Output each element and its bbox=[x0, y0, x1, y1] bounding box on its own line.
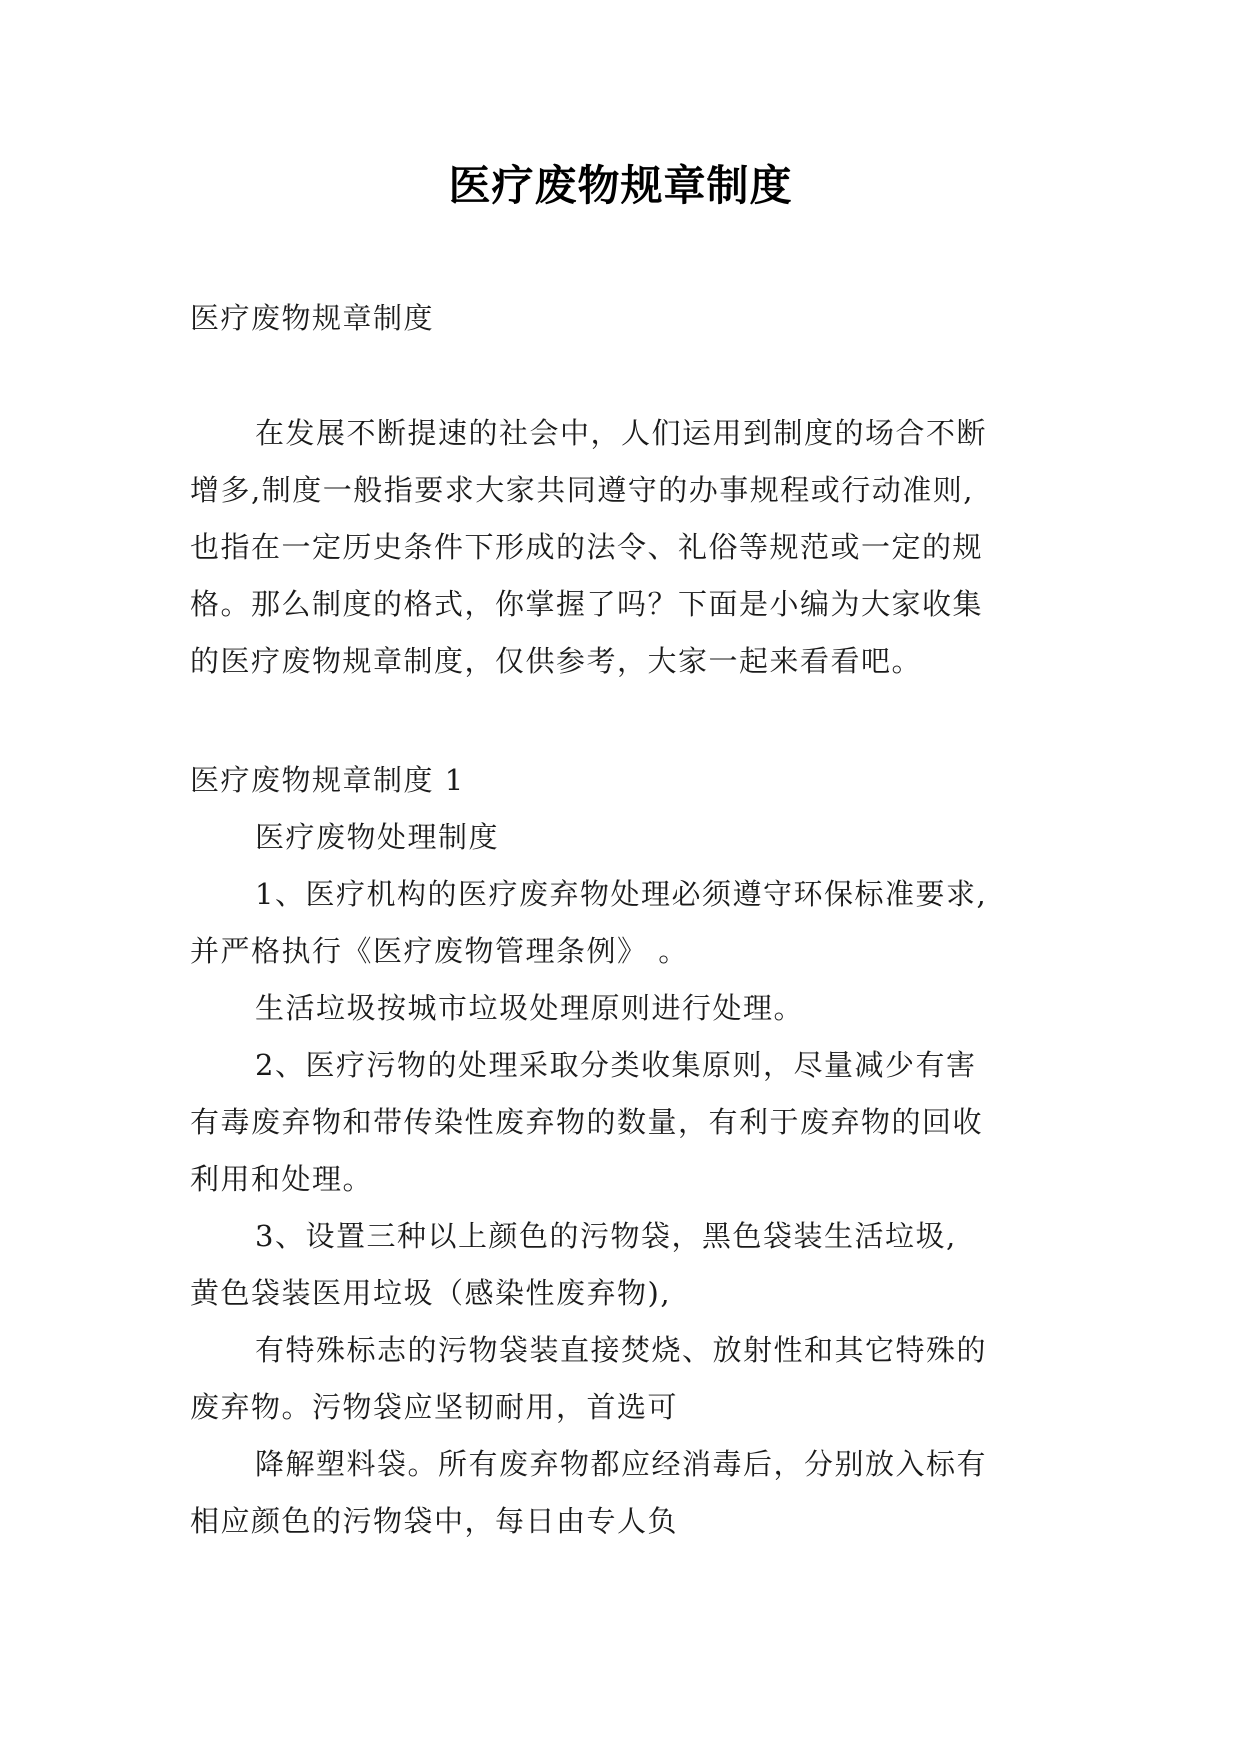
body-line: 3、设置三种以上颜色的污物袋，黑色袋装生活垃圾, bbox=[255, 1219, 957, 1253]
body-line: 废弃物。污物袋应坚韧耐用，首选可 bbox=[190, 1390, 679, 1424]
intro-line: 的医疗废物规章制度，仅供参考，大家一起来看看吧。 bbox=[190, 644, 923, 678]
intro-line: 格。那么制度的格式，你掌握了吗？下面是小编为大家收集 bbox=[190, 587, 984, 621]
section-heading: 医疗废物规章制度 1 bbox=[190, 763, 465, 797]
body-line: 并严格执行《医疗废物管理条例》 。 bbox=[190, 934, 689, 968]
body-line: 降解塑料袋。所有废弃物都应经消毒后，分别放入标有 bbox=[255, 1447, 988, 1481]
body-line: 黄色袋装医用垃圾（感染性废弃物), bbox=[190, 1276, 672, 1310]
body-line: 相应颜色的污物袋中，每日由专人负 bbox=[190, 1504, 679, 1538]
body-line: 利用和处理。 bbox=[190, 1162, 374, 1196]
body-line: 2、医疗污物的处理采取分类收集原则，尽量减少有害 bbox=[255, 1048, 977, 1082]
intro-line: 也指在一定历史条件下形成的法令、礼俗等规范或一定的规 bbox=[190, 530, 984, 564]
body-line: 1、医疗机构的医疗废弃物处理必须遵守环保标准要求, bbox=[255, 877, 988, 911]
intro-line: 增多,制度一般指要求大家共同遵守的办事规程或行动准则, bbox=[190, 473, 974, 507]
body-line: 生活垃圾按城市垃圾处理原则进行处理。 bbox=[255, 991, 805, 1025]
body-line: 有特殊标志的污物袋装直接焚烧、放射性和其它特殊的 bbox=[255, 1333, 988, 1367]
body-line: 有毒废弃物和带传染性废弃物的数量，有利于废弃物的回收 bbox=[190, 1105, 984, 1139]
document-title: 医疗废物规章制度 bbox=[448, 161, 793, 210]
intro-line: 在发展不断提速的社会中，人们运用到制度的场合不断 bbox=[255, 416, 988, 450]
document-subtitle: 医疗废物规章制度 bbox=[190, 301, 435, 335]
section-subheading: 医疗废物处理制度 bbox=[255, 820, 500, 854]
